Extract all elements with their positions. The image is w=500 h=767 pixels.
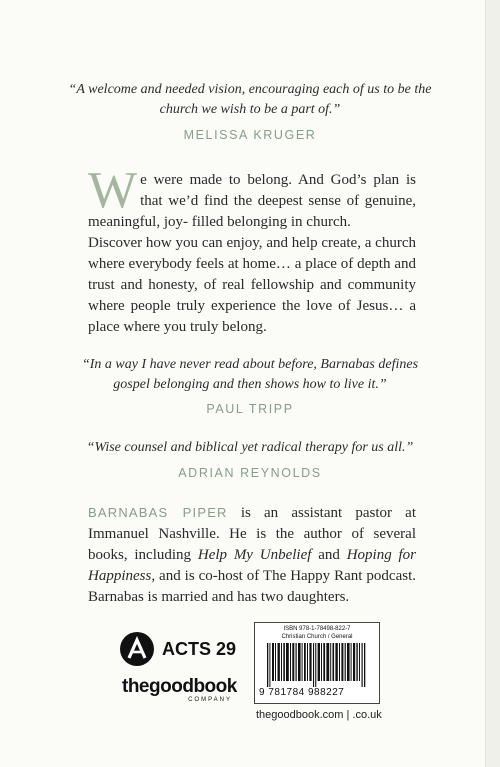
quote-line: gospel belonging and then shows how to live it.” xyxy=(113,377,387,392)
wordmark-the: the xyxy=(122,676,149,697)
intro-line: find the deepest sense of genuine, meaningful, joy- xyxy=(88,193,417,230)
quote-tripp xyxy=(60,355,440,395)
quote-line: church we wish to be a part of.” xyxy=(159,102,341,117)
publisher-company: COMPANY xyxy=(188,697,232,703)
isbn-barcode xyxy=(254,622,380,704)
author-name: BARNABAS PIPER xyxy=(88,505,228,520)
acts29-label: ACTS 29 xyxy=(162,639,237,659)
footer-area xyxy=(0,610,500,750)
intro-line: filled belonging in church. xyxy=(191,214,351,230)
book-title: Help My Unbelief xyxy=(197,547,312,563)
drop-cap: W xyxy=(88,162,138,219)
publisher-wordmark xyxy=(122,676,272,698)
bio-text: and is co-host of The Happy Rant podcast. Barnabas is married and has two daughters. xyxy=(88,568,416,605)
discover-paragraph: Discover how you can enjoy, and help create, a church where everybody feels at home… a place of depth and trust and honesty, of real fellowship and community where people truly experience the love of Jesus… a place where you truly belong. xyxy=(88,235,416,335)
acts29-emblem-icon xyxy=(120,632,154,666)
author-bio xyxy=(88,502,416,608)
publisher-website[interactable]: thegoodbook.com | .co.uk xyxy=(256,709,382,721)
wordmark-book: book xyxy=(193,676,237,697)
bio-text: is an assistant pastor at Immanuel Nashville. He is the author of several books, including xyxy=(88,505,416,563)
barcode-digits: 9 781784 988227 xyxy=(259,687,345,698)
quote-line: “In a way I have never read about before, Barnabas defines xyxy=(81,357,419,372)
book-title: Hoping for Happiness, xyxy=(88,547,416,584)
isbn-number: ISBN 978-1-78498-822-7 xyxy=(283,626,351,632)
quote-line: “Wise counsel and biblical yet radical therapy for us all.” xyxy=(86,440,414,455)
bio-text: and xyxy=(311,547,347,563)
quote-line: “A welcome and needed vision, encouraging each of us to be the xyxy=(68,82,432,97)
barcode-icon xyxy=(267,643,367,687)
acts29-logo xyxy=(120,632,250,668)
publisher-logo xyxy=(122,676,272,720)
quote-author: ADRIAN REYNOLDS xyxy=(178,466,322,480)
isbn-category: Christian Church / General xyxy=(281,634,353,640)
quote-reynolds xyxy=(60,438,440,458)
quote-author: PAUL TRIPP xyxy=(206,402,294,416)
intro-paragraph xyxy=(88,162,417,233)
quote-author: MELISSA KRUGER xyxy=(183,128,317,142)
wordmark-good: good xyxy=(149,676,194,697)
quote-kruger xyxy=(60,80,440,120)
intro-line: e were made to belong. And God’s plan is that we’d xyxy=(140,172,416,209)
